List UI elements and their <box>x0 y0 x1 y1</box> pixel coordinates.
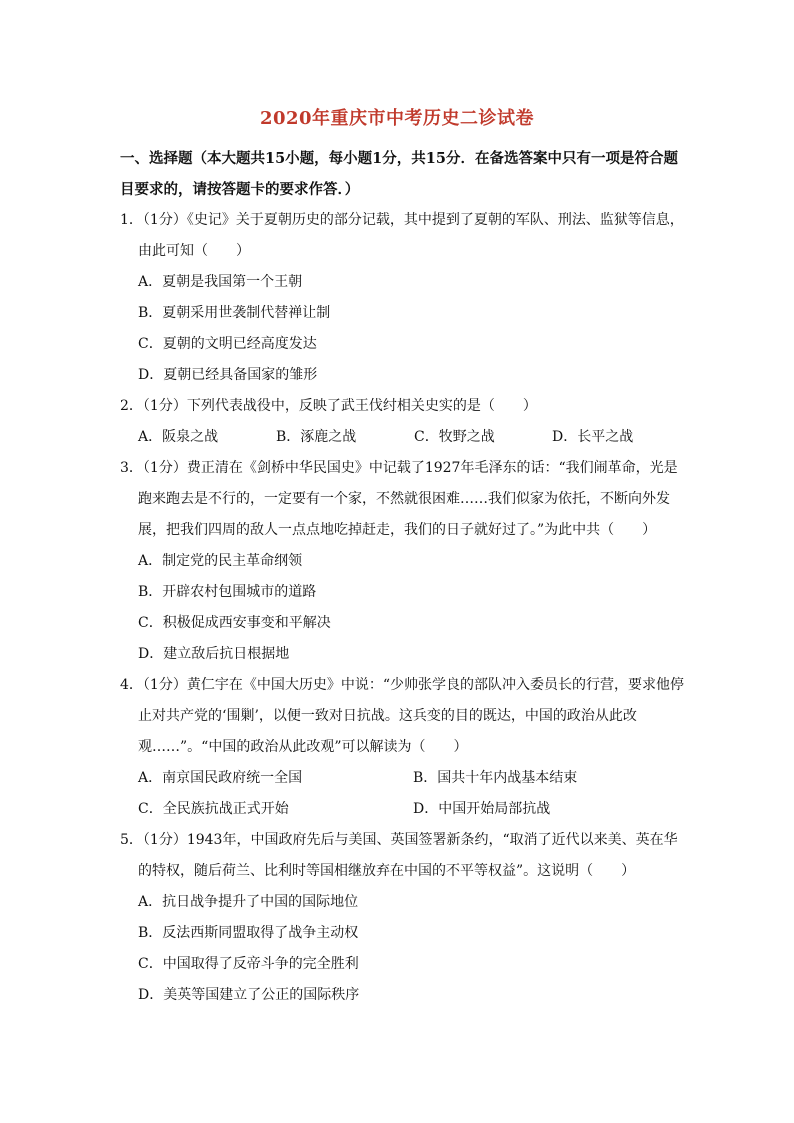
option-d: D．长平之战 <box>552 429 634 445</box>
section-heading: 一、选择题（本大题共15小题，每小题1分，共15分．在备选答案中只有一项是符合题目要求的，请按答题卡的要求作答．） <box>120 150 678 198</box>
options-row <box>120 763 690 794</box>
question-stem: 2．（1分）下列代表战役中，反映了武王伐纣相关史实的是（ ） <box>120 398 537 414</box>
option-d: D．中国开始局部抗战 <box>413 801 551 817</box>
option-b: B．开辟农村包围城市的道路 <box>138 584 317 600</box>
option-a: A．制定党的民主革命纲领 <box>138 553 303 569</box>
option-b: B．反法西斯同盟取得了战争主动权 <box>138 925 359 941</box>
option-b: B．夏朝采用世袭制代替禅让制 <box>138 305 331 321</box>
option-c: C．积极促成西安事变和平解决 <box>138 615 331 631</box>
question-stem: 1．（1分）《史记》关于夏朝历史的部分记载，其中提到了夏朝的军队、刑法、监狱等信息，由此可知（ ） <box>120 212 684 259</box>
option-a: A．南京国民政府统一全国 <box>138 770 303 786</box>
option-a: A．阪泉之战 <box>138 429 219 445</box>
question-4 <box>120 670 690 825</box>
option-a: A．抗日战争提升了中国的国际地位 <box>138 894 359 910</box>
option-c: C．夏朝的文明已经高度发达 <box>138 336 317 352</box>
option-b: B．国共十年内战基本结束 <box>413 770 578 786</box>
exam-title: 2020年重庆市中考历史二诊试卷 <box>259 108 535 129</box>
question-5 <box>120 825 690 1011</box>
question-stem: 5．（1分）1943年，中国政府先后与美国、英国签署新条约，“取消了近代以来美、英在华的特权，随后荷兰、比利时等国相继放弃在中国的不平等权益”。这说明（ ） <box>120 832 678 879</box>
option-c: C．全民族抗战正式开始 <box>138 801 289 817</box>
option-c: C．牧野之战 <box>414 429 495 445</box>
option-c: C．中国取得了反帝斗争的完全胜利 <box>138 956 359 972</box>
option-d: D．夏朝已经具备国家的雏形 <box>138 367 318 383</box>
option-b: B．涿鹿之战 <box>276 429 357 445</box>
option-a: A．夏朝是我国第一个王朝 <box>138 274 303 290</box>
option-d: D．美英等国建立了公正的国际秩序 <box>138 987 360 1003</box>
question-3 <box>120 422 690 670</box>
options-row <box>120 794 690 825</box>
question-1 <box>120 205 690 391</box>
option-d: D．建立敌后抗日根据地 <box>138 646 290 662</box>
question-stem: 4．（1分）黄仁宇在《中国大历史》中说：“少帅张学良的部队冲入委员长的行营，要求他停止对共产党的‘围剿’，以便一致对日抗战。这兵变的目的既达，中国的政治从此改观……”。“中国的政治从此改观”可以解读为（ ） <box>120 677 684 755</box>
question-stem: 3．（1分）费正清在《剑桥中华民国史》中记载了1927年毛泽东的话：“我们闹革命，光是跑来跑去是不行的，一定要有一个家，不然就很困难……我们似家为依托，不断向外发展，把我们四周的敌人一点点地吃掉赶走，我们的日子就好过了。”为此中共（ ） <box>120 460 678 538</box>
